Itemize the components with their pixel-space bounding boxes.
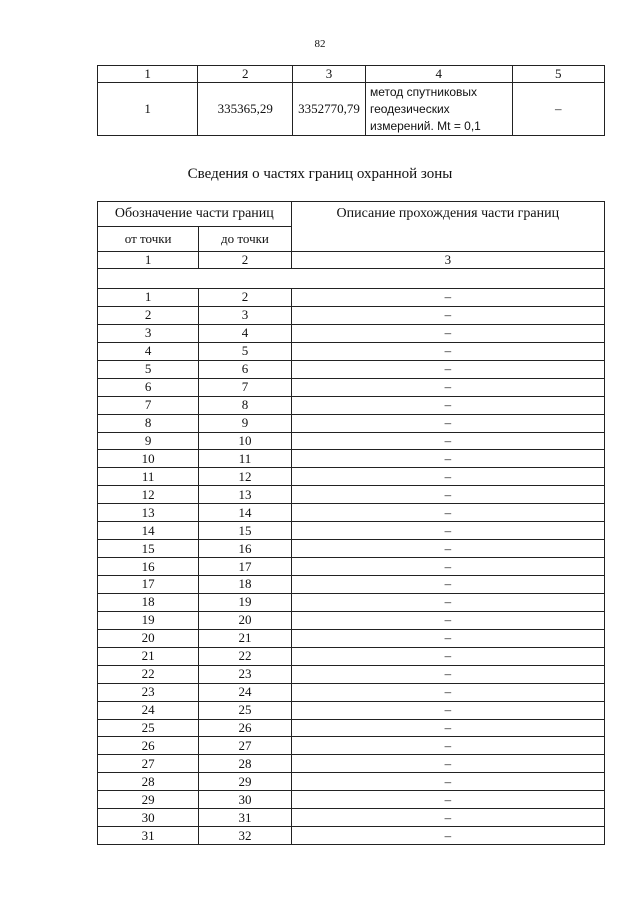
to-point-cell: 12 (199, 468, 291, 486)
coordinate-y: 3352770,79 (293, 83, 366, 136)
description-cell: – (291, 468, 604, 486)
description-cell: – (291, 611, 604, 629)
to-point-cell: 15 (199, 522, 291, 540)
boundary-parts-table (97, 201, 605, 845)
from-point-cell: 5 (98, 360, 199, 378)
to-point-cell: 22 (199, 647, 291, 665)
from-point-cell: 13 (98, 504, 199, 522)
from-point-cell: 10 (98, 450, 199, 468)
description-cell: – (291, 396, 604, 414)
table-row (98, 522, 605, 540)
to-point-cell: 21 (199, 629, 291, 647)
from-point-cell: 30 (98, 809, 199, 827)
col5-value: – (512, 83, 604, 136)
from-point-cell: 4 (98, 342, 199, 360)
from-point-cell: 31 (98, 827, 199, 845)
header-cell-2: 2 (198, 66, 293, 83)
description-cell: – (291, 593, 604, 611)
section-title: Сведения о частях границ охранной зоны (187, 166, 453, 182)
description-header: Описание прохождения части границ (291, 202, 604, 252)
from-point-cell: 8 (98, 414, 199, 432)
to-point-cell: 32 (199, 827, 291, 845)
to-point-cell: 19 (199, 593, 291, 611)
description-cell: – (291, 827, 604, 845)
description-cell: – (291, 504, 604, 522)
column-number-3: 3 (291, 252, 604, 269)
description-cell: – (291, 791, 604, 809)
description-cell: – (291, 378, 604, 396)
table-row (98, 576, 605, 594)
to-point-cell: 20 (199, 611, 291, 629)
description-cell: – (291, 701, 604, 719)
table-row (98, 755, 605, 773)
column-number-2: 2 (199, 252, 291, 269)
coordinates-header-row (98, 66, 605, 83)
to-point-cell: 9 (199, 414, 291, 432)
to-point-cell: 25 (199, 701, 291, 719)
table-row (98, 791, 605, 809)
coordinates-row (98, 83, 605, 136)
from-point-cell: 1 (98, 289, 199, 307)
from-point-cell: 21 (98, 647, 199, 665)
method-line: метод спутниковых (369, 84, 477, 99)
table-row (98, 468, 605, 486)
table-row (98, 504, 605, 522)
from-point-cell: 23 (98, 683, 199, 701)
to-point-header: до точки (199, 227, 291, 252)
description-cell: – (291, 342, 604, 360)
table-row (98, 737, 605, 755)
description-cell: – (291, 289, 604, 307)
from-point-cell: 17 (98, 576, 199, 594)
to-point-cell: 2 (199, 289, 291, 307)
from-point-cell: 18 (98, 593, 199, 611)
table-row (98, 306, 605, 324)
spacer-cell (98, 269, 605, 289)
coordinate-x: 335365,29 (198, 83, 293, 136)
description-cell: – (291, 324, 604, 342)
to-point-cell: 16 (199, 540, 291, 558)
point-number: 1 (98, 83, 198, 136)
from-point-cell: 20 (98, 629, 199, 647)
table-row (98, 665, 605, 683)
to-point-cell: 3 (199, 306, 291, 324)
spacer-row (98, 269, 605, 289)
to-point-cell: 17 (199, 558, 291, 576)
from-point-cell: 19 (98, 611, 199, 629)
table-row (98, 593, 605, 611)
table-row (98, 450, 605, 468)
description-cell: – (291, 432, 604, 450)
description-cell: – (291, 522, 604, 540)
to-point-cell: 4 (199, 324, 291, 342)
table-row (98, 378, 605, 396)
header-row-1 (98, 202, 605, 227)
description-cell: – (291, 809, 604, 827)
method-line: геодезических (369, 101, 450, 116)
from-point-cell: 11 (98, 468, 199, 486)
table-row (98, 558, 605, 576)
from-point-cell: 25 (98, 719, 199, 737)
table-row (98, 414, 605, 432)
to-point-cell: 27 (199, 737, 291, 755)
to-point-cell: 8 (199, 396, 291, 414)
from-point-cell: 3 (98, 324, 199, 342)
table-row (98, 396, 605, 414)
to-point-cell: 14 (199, 504, 291, 522)
group-header: Обозначение части границ (98, 202, 292, 227)
header-cell-4: 4 (365, 66, 512, 83)
table-row (98, 629, 605, 647)
table-row (98, 701, 605, 719)
description-cell: – (291, 755, 604, 773)
description-cell: – (291, 306, 604, 324)
to-point-cell: 10 (199, 432, 291, 450)
table-row (98, 324, 605, 342)
from-point-cell: 2 (98, 306, 199, 324)
coordinates-table (97, 65, 605, 136)
to-point-cell: 7 (199, 378, 291, 396)
description-cell: – (291, 576, 604, 594)
description-cell: – (291, 773, 604, 791)
from-point-cell: 15 (98, 540, 199, 558)
from-point-cell: 24 (98, 701, 199, 719)
from-point-cell: 12 (98, 486, 199, 504)
table-row (98, 773, 605, 791)
to-point-cell: 28 (199, 755, 291, 773)
from-point-cell: 26 (98, 737, 199, 755)
table-row (98, 647, 605, 665)
from-point-cell: 9 (98, 432, 199, 450)
to-point-cell: 6 (199, 360, 291, 378)
column-number-1: 1 (98, 252, 199, 269)
table-row (98, 683, 605, 701)
from-point-cell: 14 (98, 522, 199, 540)
from-point-cell: 7 (98, 396, 199, 414)
measurement-method (365, 83, 512, 136)
to-point-cell: 11 (199, 450, 291, 468)
description-cell: – (291, 450, 604, 468)
description-cell: – (291, 360, 604, 378)
column-numbers-row (98, 252, 605, 269)
to-point-cell: 23 (199, 665, 291, 683)
to-point-cell: 18 (199, 576, 291, 594)
from-point-cell: 27 (98, 755, 199, 773)
description-cell: – (291, 558, 604, 576)
from-point-cell: 22 (98, 665, 199, 683)
table-row (98, 611, 605, 629)
to-point-cell: 31 (199, 809, 291, 827)
table-row (98, 486, 605, 504)
table-row (98, 809, 605, 827)
table-row (98, 360, 605, 378)
method-line: измерений. Mt = 0,1 (369, 118, 481, 133)
header-cell-3: 3 (293, 66, 366, 83)
page-number: 82 (314, 38, 326, 50)
to-point-cell: 29 (199, 773, 291, 791)
to-point-cell: 30 (199, 791, 291, 809)
table-row (98, 432, 605, 450)
from-point-cell: 16 (98, 558, 199, 576)
table-row (98, 719, 605, 737)
description-cell: – (291, 647, 604, 665)
description-cell: – (291, 737, 604, 755)
table-row (98, 289, 605, 307)
description-cell: – (291, 683, 604, 701)
description-cell: – (291, 540, 604, 558)
table-row (98, 540, 605, 558)
table-row (98, 827, 605, 845)
from-point-cell: 28 (98, 773, 199, 791)
header-cell-5: 5 (512, 66, 604, 83)
description-cell: – (291, 486, 604, 504)
to-point-cell: 26 (199, 719, 291, 737)
to-point-cell: 24 (199, 683, 291, 701)
description-cell: – (291, 665, 604, 683)
description-cell: – (291, 719, 604, 737)
table-row (98, 342, 605, 360)
description-cell: – (291, 629, 604, 647)
header-cell-1: 1 (98, 66, 198, 83)
from-point-header: от точки (98, 227, 199, 252)
description-cell: – (291, 414, 604, 432)
to-point-cell: 13 (199, 486, 291, 504)
from-point-cell: 29 (98, 791, 199, 809)
from-point-cell: 6 (98, 378, 199, 396)
to-point-cell: 5 (199, 342, 291, 360)
